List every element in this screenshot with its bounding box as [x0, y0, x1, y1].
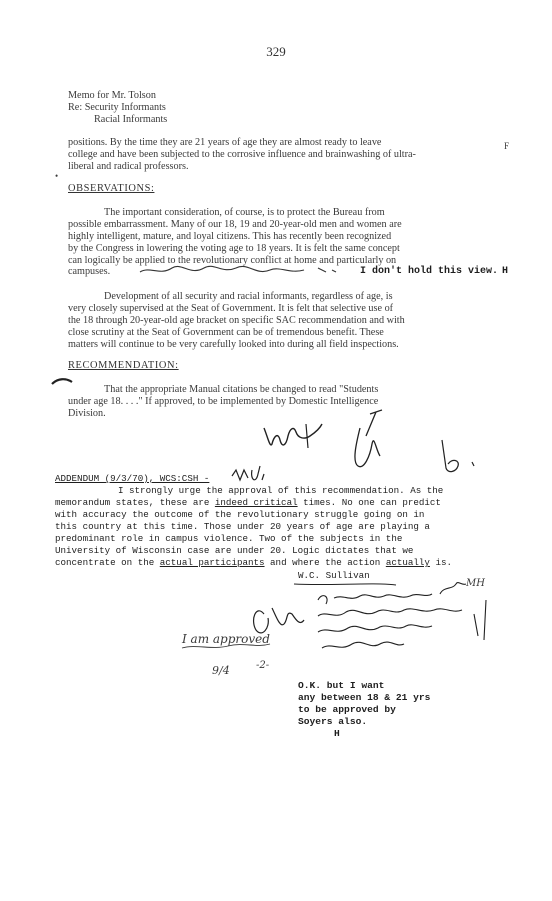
- final-note-line: any between 18 & 21 yrs: [298, 692, 431, 703]
- handwritten-date-mark: -2-: [256, 660, 270, 671]
- handwritten-date: 9/4: [212, 664, 230, 677]
- addendum-label-text: ADDENDUM (9/3/70), WCS:CSH -: [55, 473, 210, 484]
- typed-initial: H: [502, 266, 509, 277]
- addendum-line: I strongly urge the approval of this recommendation. As the: [118, 485, 444, 496]
- addendum-line: memorandum states, these are indeed critical times. No one can predict: [55, 497, 441, 508]
- observations-line: possible embarrassment. Many of our 18, 19 and 20-year-old men and women are: [68, 219, 402, 230]
- observations-line: the 18 through 20-year-old age bracket on specific SAC recommendation and with: [68, 315, 405, 326]
- addendum-underlined-actually: actually: [385, 557, 430, 568]
- addendum-underlined-indeed: indeed critical: [214, 497, 298, 508]
- addendum-line: concentrate on the actual participants and where the action actually is.: [55, 557, 452, 568]
- final-note-line: O.K. but I want: [298, 680, 385, 691]
- typed-note: I don't hold this view.: [360, 266, 499, 277]
- handwritten-approved: I am approved: [182, 632, 270, 646]
- addendum-signature: W.C. Sullivan: [298, 570, 370, 581]
- memo-re-sub: Racial Informants: [94, 114, 168, 125]
- final-note-line: Soyers also.: [298, 716, 368, 727]
- addendum-line: with accuracy the outcome of the revolutionary struggle going on in: [55, 509, 425, 520]
- observations-line: close scrutiny at the Seat of Government can be of tremendous benefit. These: [68, 327, 384, 338]
- observations-line: by the Congress in lowering the voting age to 18 years. It is felt the same concept: [68, 243, 400, 254]
- addendum-line: University of Wisconsin case are under 20. Logic dictates that we: [55, 545, 414, 556]
- memo-re: Re: Security Informants: [68, 102, 166, 113]
- intro-line: positions. By the time they are 21 years of age they are almost ready to leave: [68, 137, 382, 148]
- observations-line: The important consideration, of course, is to protect the Bureau from: [104, 207, 385, 218]
- observations-line: very closely supervised at the Seat of Government. It is felt that selective use of: [68, 303, 394, 314]
- observations-line: can logically be applied to the revolutionary conflict at home and particularly on: [68, 255, 397, 266]
- addendum-line: this country at this time. Those under 20 years of age are playing a: [55, 521, 430, 532]
- recommendation-line: That the appropriate Manual citations be changed to read "Students: [104, 384, 379, 395]
- addendum-label: [55, 473, 209, 485]
- addendum-line: predominant role in campus violence. Two of the subjects in the: [55, 533, 403, 544]
- final-note-initial: H: [334, 728, 340, 739]
- memo-to: Memo for Mr. Tolson: [68, 90, 156, 101]
- margin-mark: F: [504, 141, 510, 151]
- observations-line: highly intelligent, mature, and loyal citizens. This has recently been recognized: [68, 231, 392, 242]
- page-number: 329: [266, 44, 286, 59]
- intro-line: college and have been subjected to the corrosive influence and brainwashing of ultra-: [68, 149, 416, 160]
- observations-line: matters will continue to be very carefully looked into during all field inspections.: [68, 339, 399, 350]
- recommendation-heading: RECOMMENDATION:: [68, 360, 179, 371]
- addendum-underlined-participants: actual participants: [159, 557, 265, 568]
- observations-line: campuses.: [68, 266, 111, 277]
- recommendation-line: under age 18. . . ." If approved, to be implemented by Domestic Intelligence: [68, 396, 379, 407]
- handwritten-right-mark: MH: [466, 578, 485, 589]
- intro-line: liberal and radical professors.: [68, 161, 189, 172]
- recommendation-line: Division.: [68, 408, 106, 419]
- final-note-line: to be approved by: [298, 704, 396, 715]
- margin-bullet: •: [55, 171, 59, 181]
- observations-line: Development of all security and racial informants, regardless of age, is: [104, 291, 393, 302]
- observations-heading: OBSERVATIONS:: [68, 183, 155, 194]
